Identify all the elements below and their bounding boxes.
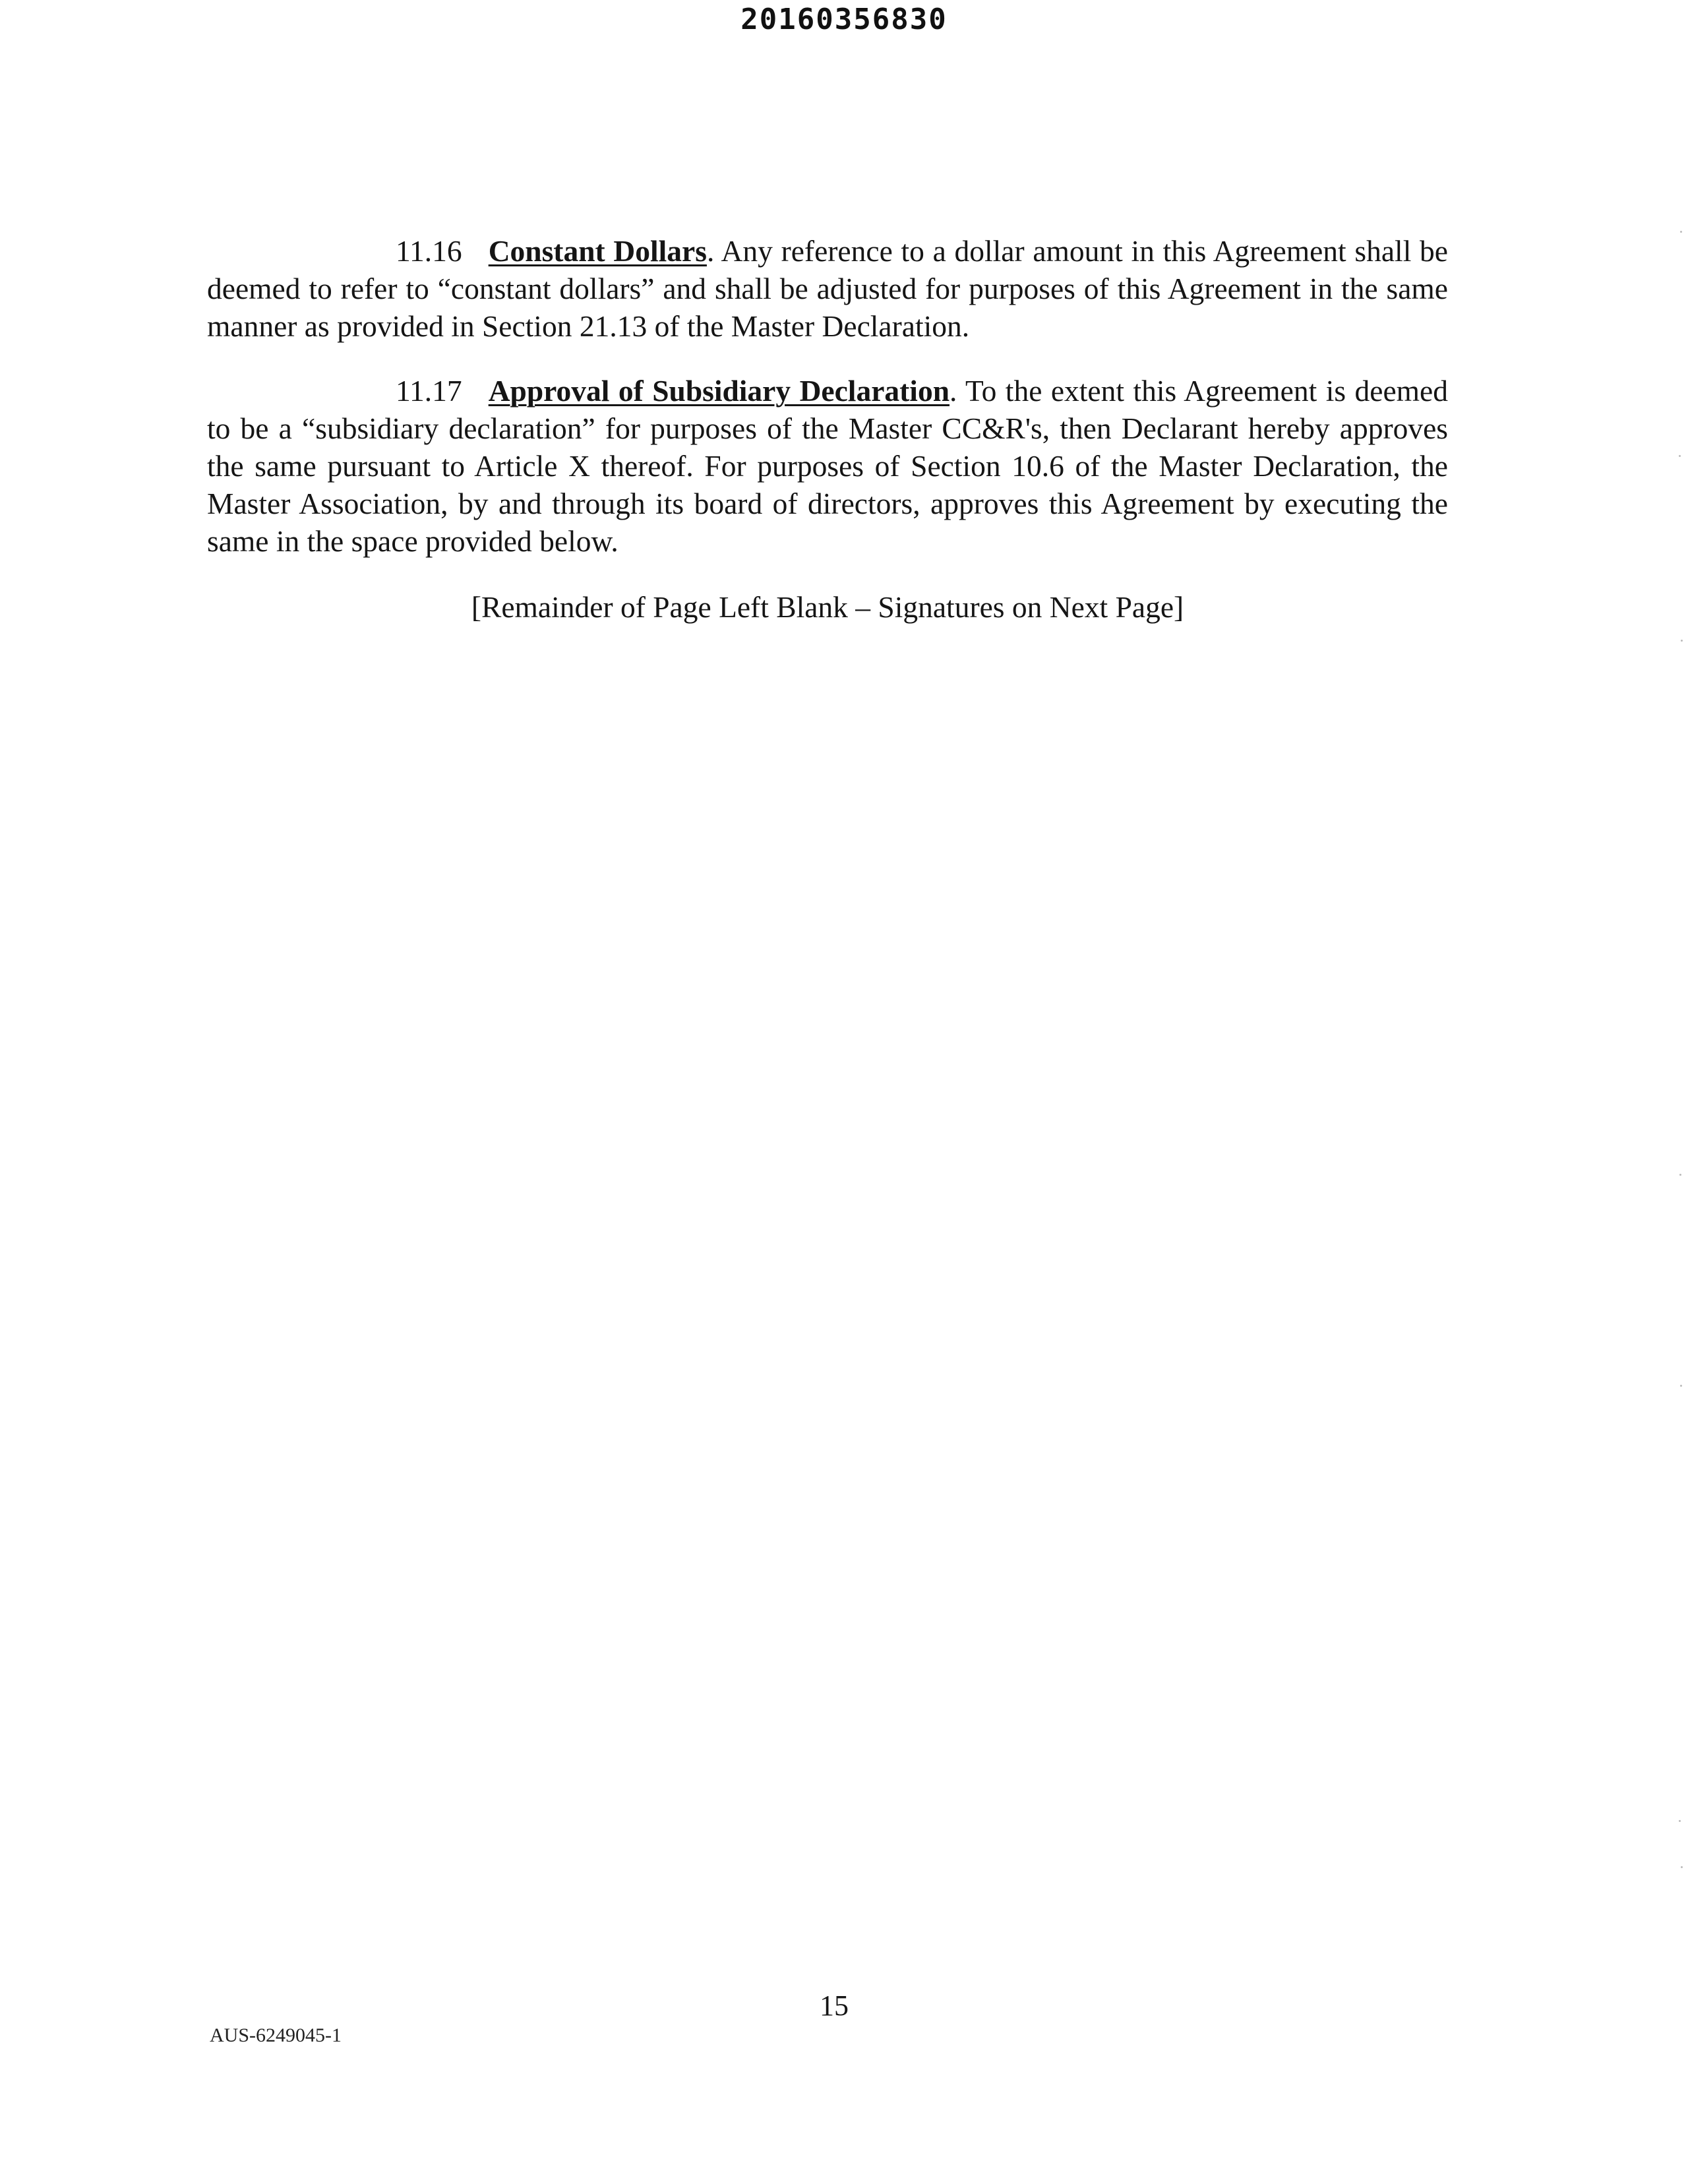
document-number: 20160356830 <box>740 3 948 36</box>
section-number: 11.16 <box>396 234 462 268</box>
section-number: 11.17 <box>396 374 462 408</box>
page-number: 15 <box>820 1989 849 2022</box>
scan-speck <box>1680 1385 1682 1387</box>
section-text: Any reference to a dollar amount in this Agreement shall be deemed to refer to “constant dollars” and shall be adjusted for purposes of this Agreement in the same manner as provided in Section 21.13 of the Master Declaration. <box>207 234 1448 343</box>
section-11-16 <box>207 232 1448 345</box>
scan-speck <box>1680 231 1682 233</box>
scan-speck <box>1679 455 1681 457</box>
section-heading: Constant Dollars <box>488 234 707 268</box>
document-id: AUS-6249045-1 <box>210 2024 342 2046</box>
section-text: To the extent this Agreement is deemed to be a “subsidiary declaration” for purposes of the Master CC&R's, then Declarant hereby approves the same pursuant to Article X thereof. For purposes of Section 10.6 of the Master Declaration, the Master Association, by and through its board of directors, approves this Agreement by executing the same in the space provided below. <box>207 374 1448 558</box>
scan-speck <box>1681 640 1683 642</box>
heading-punctuation: . <box>706 234 715 268</box>
scan-speck <box>1679 1174 1681 1176</box>
heading-punctuation: . <box>950 374 957 408</box>
scan-speck <box>1681 1866 1683 1868</box>
section-11-17 <box>207 372 1448 560</box>
remainder-note: [Remainder of Page Left Blank – Signatures on Next Page] <box>471 590 1184 624</box>
scan-speck <box>1679 1820 1681 1822</box>
section-heading: Approval of Subsidiary Declaration <box>488 374 950 408</box>
